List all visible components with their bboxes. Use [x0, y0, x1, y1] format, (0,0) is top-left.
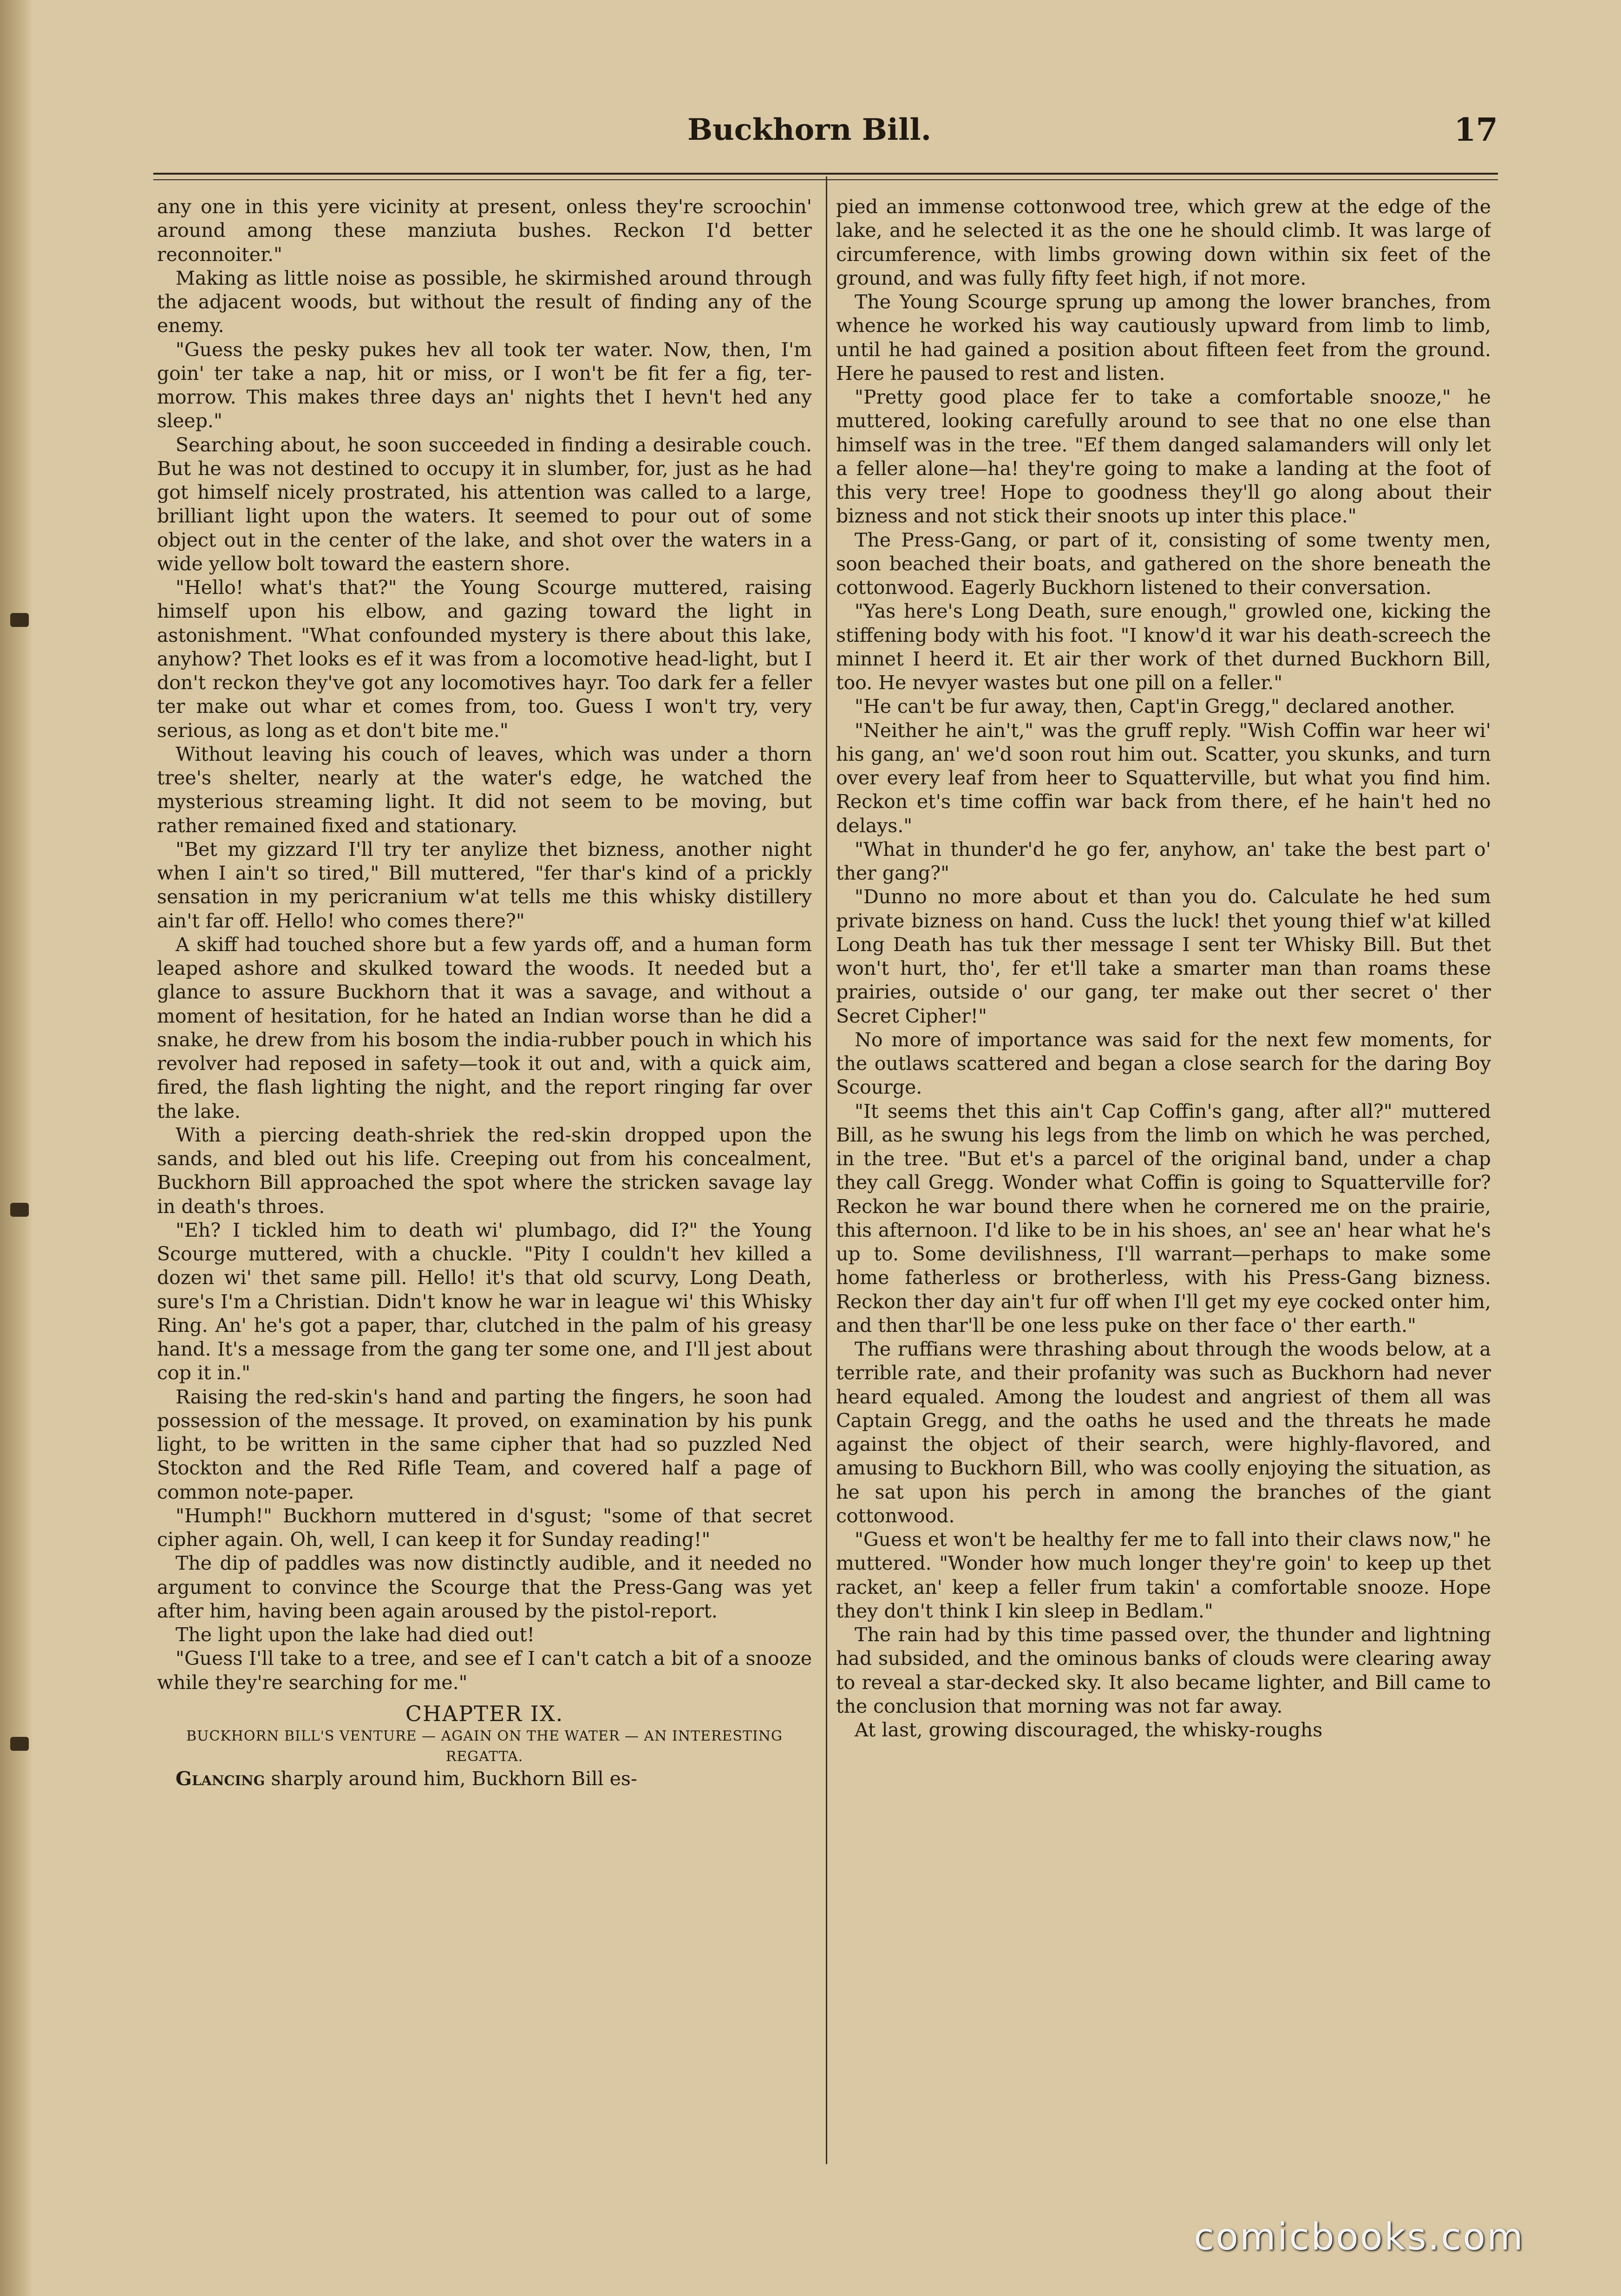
paragraph: With a piercing death-shriek the red-skin dropped upon the sands, and bled out his life. Creeping out from his concealment, Buckhorn Bill approached the spot where the stricken savage lay in death's throes. — [157, 1123, 812, 1218]
paragraph: Making as little noise as possible, he skirmished around through the adjacent woods, but without the result of finding any of the enemy. — [157, 267, 812, 337]
paragraph: "It seems thet this ain't Cap Coffin's gang, after all?" muttered Bill, as he swung his legs from the limb on which he was perched, in the tree. "But et's a parcel of the original band, under a chap they call Gregg. Wonder what Coffin is going to Squatterville for? Reckon he war bound there when he cornered me on the prairie, this afternoon. I'd like to be in his shoes, an' see an' hear what he's up to. Some devilishness, I'll warrant—perhaps to make some home fatherless or brotherless, with his Press-Gang bizness. Reckon ther day ain't fur off when I'll get my eye cocked onter him, and then thar'll be one less puke on ther face o' ther earth." — [836, 1100, 1491, 1337]
paragraph: "Bet my gizzard I'll try ter anylize thet bizness, another night when I ain't so tired," Bill muttered, "fer thar's kind of a prickly sensation in my pericranium w'at tells me this whisky distillery ain't far off. Hello! who comes there?" — [157, 838, 812, 932]
paragraph: "Yas here's Long Death, sure enough," growled one, kicking the stiffening body with his foot. "I know'd it war his death-screech the minnet I heerd it. Et air ther work of thet durned Buckhorn Bill, too. He nevyer wastes but one pill on a feller." — [836, 600, 1491, 694]
paragraph: "What in thunder'd he go fer, anyhow, an' take the best part o' ther gang?" — [836, 838, 1491, 884]
chapter-heading: CHAPTER IX. — [405, 1701, 564, 1726]
chapter-subtitle: BUCKHORN BILL'S VENTURE — AGAIN ON THE WATER — AN INTERESTING REGATTA. — [186, 1728, 783, 1765]
paragraph: "He can't be fur away, then, Capt'in Gregg," declared another. — [855, 695, 1456, 718]
paragraph: The Press-Gang, or part of it, consisting of some twenty men, soon beached their boats, and gathered on the shore beneath the cottonwood. Eagerly Buckhorn listened to their conversation. — [836, 528, 1491, 599]
paragraph: The ruffians were thrashing about through the woods below, at a terrible rate, and their profanity was such as Buckhorn had never heard equaled. Among the loudest and angriest of them all was Captain Gregg, and the oaths he used and the threats he made against the object of their search, were highly-flavored, and amusing to Buckhorn Bill, who was coolly enjoying the situation, as he sat upon his perch in among the branches of the giant cottonwood. — [836, 1338, 1491, 1527]
right-column — [836, 195, 1491, 2155]
paragraph: any one in this yere vicinity at present, onless they're scroochin' around among these manziuta bushes. Reckon I'd better reconnoiter." — [157, 196, 812, 266]
page-number: 17 — [1454, 111, 1498, 149]
paragraph: "Hello! what's that?" the Young Scourge muttered, raising himself upon his elbow, and gazing toward the light in astonishment. "What confounded mystery is there about this lake, anyhow? Thet looks es ef it was from a locomotive head-light, but I don't reckon they've got any locomotives hayr. Too dark fer a feller ter make out whar et comes from, too. Guess I won't try, very serious, as long as et don't bite me." — [157, 576, 812, 742]
paragraph: The rain had by this time passed over, the thunder and lightning had subsided, and the ominous banks of clouds were clearing away to reveal a star-decked sky. It also became lighter, and Bill came to the conclusion that morning was not far away. — [836, 1624, 1491, 1717]
paragraph: "Humph!" Buckhorn muttered in d'sgust; "some of that secret cipher again. Oh, well, I can keep it for Sunday reading!" — [157, 1504, 812, 1551]
paragraph: Raising the red-skin's hand and parting the fingers, he soon had possession of the message. It proved, on examination by his punk light, to be written in the same cipher that had so puzzled Ned Stockton and the Red Rifle Team, and covered half a page of common note-paper. — [157, 1385, 812, 1503]
paragraph: "Eh? I tickled him to death wi' plumbago, did I?" the Young Scourge muttered, with a chuckle. "Pity I couldn't hev killed a dozen wi' thet same pill. Hello! it's that old scurvy, Long Death, sure's I'm a Christian. Didn't know he war in league wi' this Whisky Ring. An' he's got a paper, thar, clutched in the palm of his greasy hand. It's a message from the gang ter some one, and I'll jest about cop it in." — [157, 1219, 812, 1384]
right-column-paragraphs — [836, 195, 1491, 1742]
paragraph: "Neither he ain't," was the gruff reply. "Wish Coffin war heer wi' his gang, an' we'd soon rout him out. Scatter, you skunks, and turn over every leaf from heer to Squatterville, but what you find him. Reckon et's time coffin war back from there, ef he hain't hed no delays." — [836, 719, 1491, 837]
paragraph: Without leaving his couch of leaves, which was under a thorn tree's shelter, nearly at the water's edge, he watched the mysterious streaming light. It did not seem to be moving, but rather remained fixed and stationary. — [157, 743, 812, 837]
running-title: Buckhorn Bill. — [687, 112, 931, 147]
column-divider — [826, 176, 827, 2164]
binding-stitch — [10, 613, 29, 627]
binding-stitch — [10, 1737, 29, 1751]
paragraph: The dip of paddles was now distinctly audible, and it needed no argument to convince the Scourge that the Press-Gang was yet after him, having been again aroused by the pistol-report. — [157, 1552, 812, 1622]
chapter-lead-text: sharply around him, Buckhorn Bill es- — [265, 1767, 637, 1790]
paragraph: A skiff had touched shore but a few yards off, and a human form leaped ashore and skulked toward the woods. It needed but a glance to assure Buckhorn that it was a savage, and without a moment of hesitation, for he hated an Indian worse than he did a snake, he drew from his bosom the india-rubber pouch in which his revolver had reposed in safety—took it out and, with a quick aim, fired, the flash lighting the night, and the report ringing far over the lake. — [157, 933, 812, 1122]
chapter-opening-paragraph — [157, 1767, 812, 1791]
page-binding-edge — [0, 0, 33, 2296]
paragraph: "Dunno no more about et than you do. Calculate he hed sum private bizness on hand. Cuss the luck! thet young thief w'at killed Long Death has tuk ther message I sent ter Whisky Bill. But thet won't hurt, tho', fer et'll take a smarter man than roams these prairies, outside o' our gang, ter make out ther secret o' ther Secret Cipher!" — [836, 886, 1491, 1027]
paragraph: "Guess the pesky pukes hev all took ter water. Now, then, I'm goin' ter take a nap, hit or miss, or I won't be fit fer a fig, ter-morrow. This makes three days an' nights thet I hevn't hed any sleep." — [157, 338, 812, 432]
binding-stitch — [10, 1203, 29, 1217]
page-header — [153, 108, 1498, 168]
left-column-paragraphs — [157, 195, 812, 1695]
paragraph: "Pretty good place fer to take a comfortable snooze," he muttered, looking carefully around to see that no one else than himself was in the tree. "Ef them danged salamanders will only let a feller alone—ha! they're going to make a landing at the foot of this very tree! Hope to goodness they'll go along about their bizness and not stick their snoots up inter this place." — [836, 386, 1491, 528]
paragraph: The Young Scourge sprung up among the lower branches, from whence he worked his way cautiously upward from limb to limb, until he had gained a position about fifteen feet from the ground. Here he paused to rest and listen. — [836, 291, 1491, 385]
paragraph: pied an immense cottonwood tree, which grew at the edge of the lake, and he selected it as the one he should climb. It was large of circumference, with limbs growing down within six feet of the ground, and was fully fifty feet high, if not more. — [836, 196, 1491, 289]
paragraph: Searching about, he soon succeeded in finding a desirable couch. But he was not destined to occupy it in slumber, for, just as he had got himself nicely prostrated, his attention was called to a large, brilliant light upon the waters. It seemed to pour out of some object out in the center of the lake, and shot over the waters in a wide yellow bolt toward the eastern shore. — [157, 433, 812, 575]
paragraph: No more of importance was said for the next few moments, for the outlaws scattered and began a close search for the daring Boy Scourge. — [836, 1028, 1491, 1099]
paragraph: "Guess I'll take to a tree, and see ef I can't catch a bit of a snooze while they're searching for me." — [157, 1647, 812, 1694]
left-column — [157, 195, 812, 2155]
paragraph: "Guess et won't be healthy fer me to fall into their claws now," he muttered. "Wonder how much longer they're goin' to keep up thet racket, an' keep a feller frum takin' a comfortable snooze. Hope they don't think I kin sleep in Bedlam." — [836, 1528, 1491, 1622]
paragraph: The light upon the lake had died out! — [176, 1624, 535, 1646]
chapter-lead-word: Glancing — [176, 1767, 265, 1790]
watermark: comicbooks.com — [1194, 2215, 1525, 2258]
paragraph: At last, growing discouraged, the whisky-roughs — [855, 1719, 1323, 1741]
